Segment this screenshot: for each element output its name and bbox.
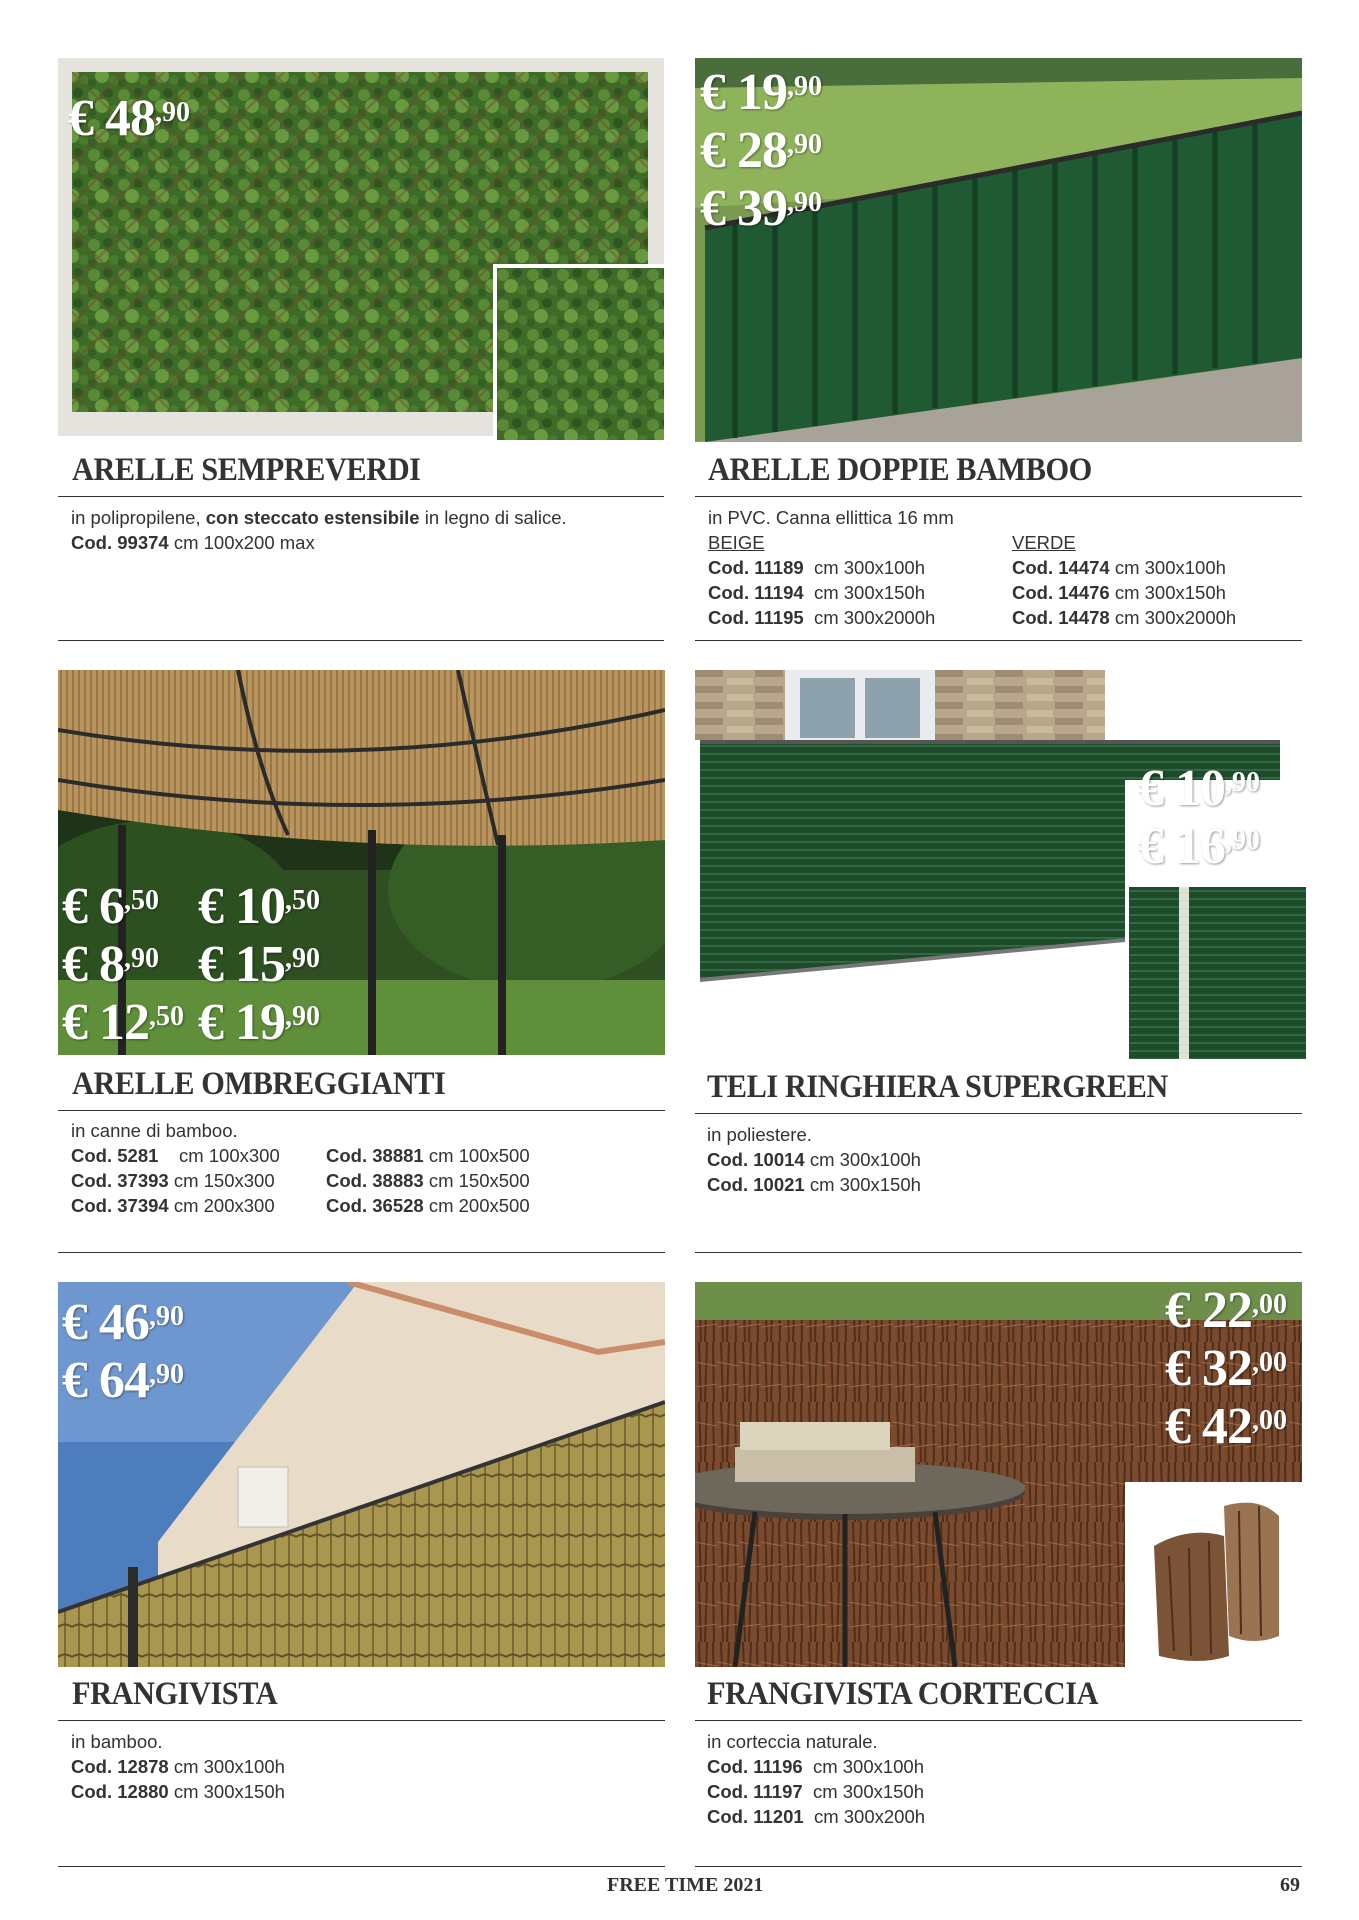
column-heading: VERDE xyxy=(1012,532,1076,553)
divider xyxy=(58,1720,665,1721)
divider xyxy=(58,496,664,497)
code-column-beige xyxy=(708,530,935,630)
code-line: Cod. 11196 cm 300x100h xyxy=(707,1756,925,1777)
price-block xyxy=(1165,1282,1287,1456)
product-description xyxy=(707,1122,921,1197)
price-block xyxy=(62,1294,184,1410)
code-line: Cod. 11194 cm 300x150h xyxy=(708,582,926,603)
product-detail-image xyxy=(493,264,668,444)
price: € $32^{,00}$ xyxy=(1165,1340,1287,1397)
code-column-verde xyxy=(1012,530,1236,630)
divider xyxy=(695,1720,1302,1721)
description-line: in polipropilene, con steccato estensibile in legno di salice. xyxy=(71,507,567,528)
code-line: Cod. 10021 cm 300x150h xyxy=(707,1174,921,1195)
product-detail-image xyxy=(1125,883,1310,1063)
divider xyxy=(695,640,1302,641)
footer-brand: FREE TIME 2021 xyxy=(607,1874,764,1896)
code-line: Cod. 99374 cm 100x200 max xyxy=(71,532,315,553)
product-title: ARELLE DOPPIE BAMBOO xyxy=(708,452,1092,488)
product-description: in canne di bamboo. xyxy=(71,1120,238,1141)
price: € $48^{,90}$ xyxy=(68,90,190,147)
price: € $22^{,00}$ xyxy=(1165,1282,1287,1339)
price: € $10^{,50}$ xyxy=(198,878,320,935)
product-detail-image xyxy=(1125,1482,1310,1675)
price: € $39^{,90}$ xyxy=(700,180,822,237)
price: € $15^{,90}$ xyxy=(198,936,320,993)
code-line: Cod. 11201 cm 300x200h xyxy=(707,1806,926,1827)
product-description: in PVC. Canna ellittica 16 mm xyxy=(708,507,954,528)
product-description xyxy=(71,1729,285,1804)
divider xyxy=(58,640,664,641)
code-column-right xyxy=(326,1143,530,1218)
code-line: Cod. 37393 cm 150x300 xyxy=(71,1170,275,1191)
price: € $64^{,90}$ xyxy=(62,1352,184,1409)
price-block xyxy=(1138,760,1260,876)
product-title: ARELLE OMBREGGIANTI xyxy=(72,1066,446,1102)
description-line: in bamboo. xyxy=(71,1731,163,1752)
price: € $42^{,00}$ xyxy=(1165,1398,1287,1455)
price: € $8^{,90}$ xyxy=(62,936,159,993)
column-heading: BEIGE xyxy=(708,532,765,553)
code-line: Cod. 38881 cm 100x500 xyxy=(326,1145,530,1166)
code-line: Cod. 38883 cm 150x500 xyxy=(326,1170,530,1191)
price-block-right xyxy=(198,878,320,1052)
code-line: Cod. 14478 cm 300x2000h xyxy=(1012,607,1237,628)
product-title: ARELLE SEMPREVERDI xyxy=(72,452,421,488)
price: € $19^{,90}$ xyxy=(700,64,822,121)
code-line: Cod. 12878 cm 300x100h xyxy=(71,1756,285,1777)
code-line: Cod. 10014 cm 300x100h xyxy=(707,1149,921,1170)
divider xyxy=(695,1113,1302,1114)
code-line: Cod. 11189 cm 300x100h xyxy=(708,557,926,578)
code-line: Cod. 5281 cm 100x300 xyxy=(71,1145,280,1166)
code-column-left xyxy=(71,1143,280,1218)
price: € $12^{,50}$ xyxy=(62,994,184,1051)
price: € $16^{,90}$ xyxy=(1138,818,1260,875)
product-title: FRANGIVISTA xyxy=(72,1676,278,1712)
divider xyxy=(695,496,1302,497)
code-line: Cod. 14474 cm 300x100h xyxy=(1012,557,1226,578)
price: € $46^{,90}$ xyxy=(62,1294,184,1351)
price: € $19^{,90}$ xyxy=(198,994,320,1051)
divider xyxy=(58,1110,665,1111)
price-block xyxy=(68,90,190,148)
description-line: in corteccia naturale. xyxy=(707,1731,878,1752)
code-line: Cod. 12880 cm 300x150h xyxy=(71,1781,285,1802)
divider xyxy=(695,1252,1302,1253)
code-line: Cod. 36528 cm 200x500 xyxy=(326,1195,530,1216)
price-block-left xyxy=(62,878,184,1052)
price-block xyxy=(700,64,822,238)
divider xyxy=(58,1252,665,1253)
product-description xyxy=(71,505,567,555)
code-line: Cod. 14476 cm 300x150h xyxy=(1012,582,1226,603)
product-title: TELI RINGHIERA SUPERGREEN xyxy=(707,1069,1168,1105)
page-number: 69 xyxy=(1280,1874,1300,1896)
description-line: in poliestere. xyxy=(707,1124,812,1145)
code-line: Cod. 11195 cm 300x2000h xyxy=(708,607,936,628)
product-description xyxy=(707,1729,925,1829)
price: € $10^{,90}$ xyxy=(1138,760,1260,817)
footer-divider xyxy=(695,1866,1302,1867)
product-title: FRANGIVISTA CORTECCIA xyxy=(707,1676,1099,1712)
code-line: Cod. 37394 cm 200x300 xyxy=(71,1195,275,1216)
footer-divider xyxy=(58,1866,665,1867)
code-line: Cod. 11197 cm 300x150h xyxy=(707,1781,925,1802)
price: € $6^{,50}$ xyxy=(62,878,159,935)
price: € $28^{,90}$ xyxy=(700,122,822,179)
